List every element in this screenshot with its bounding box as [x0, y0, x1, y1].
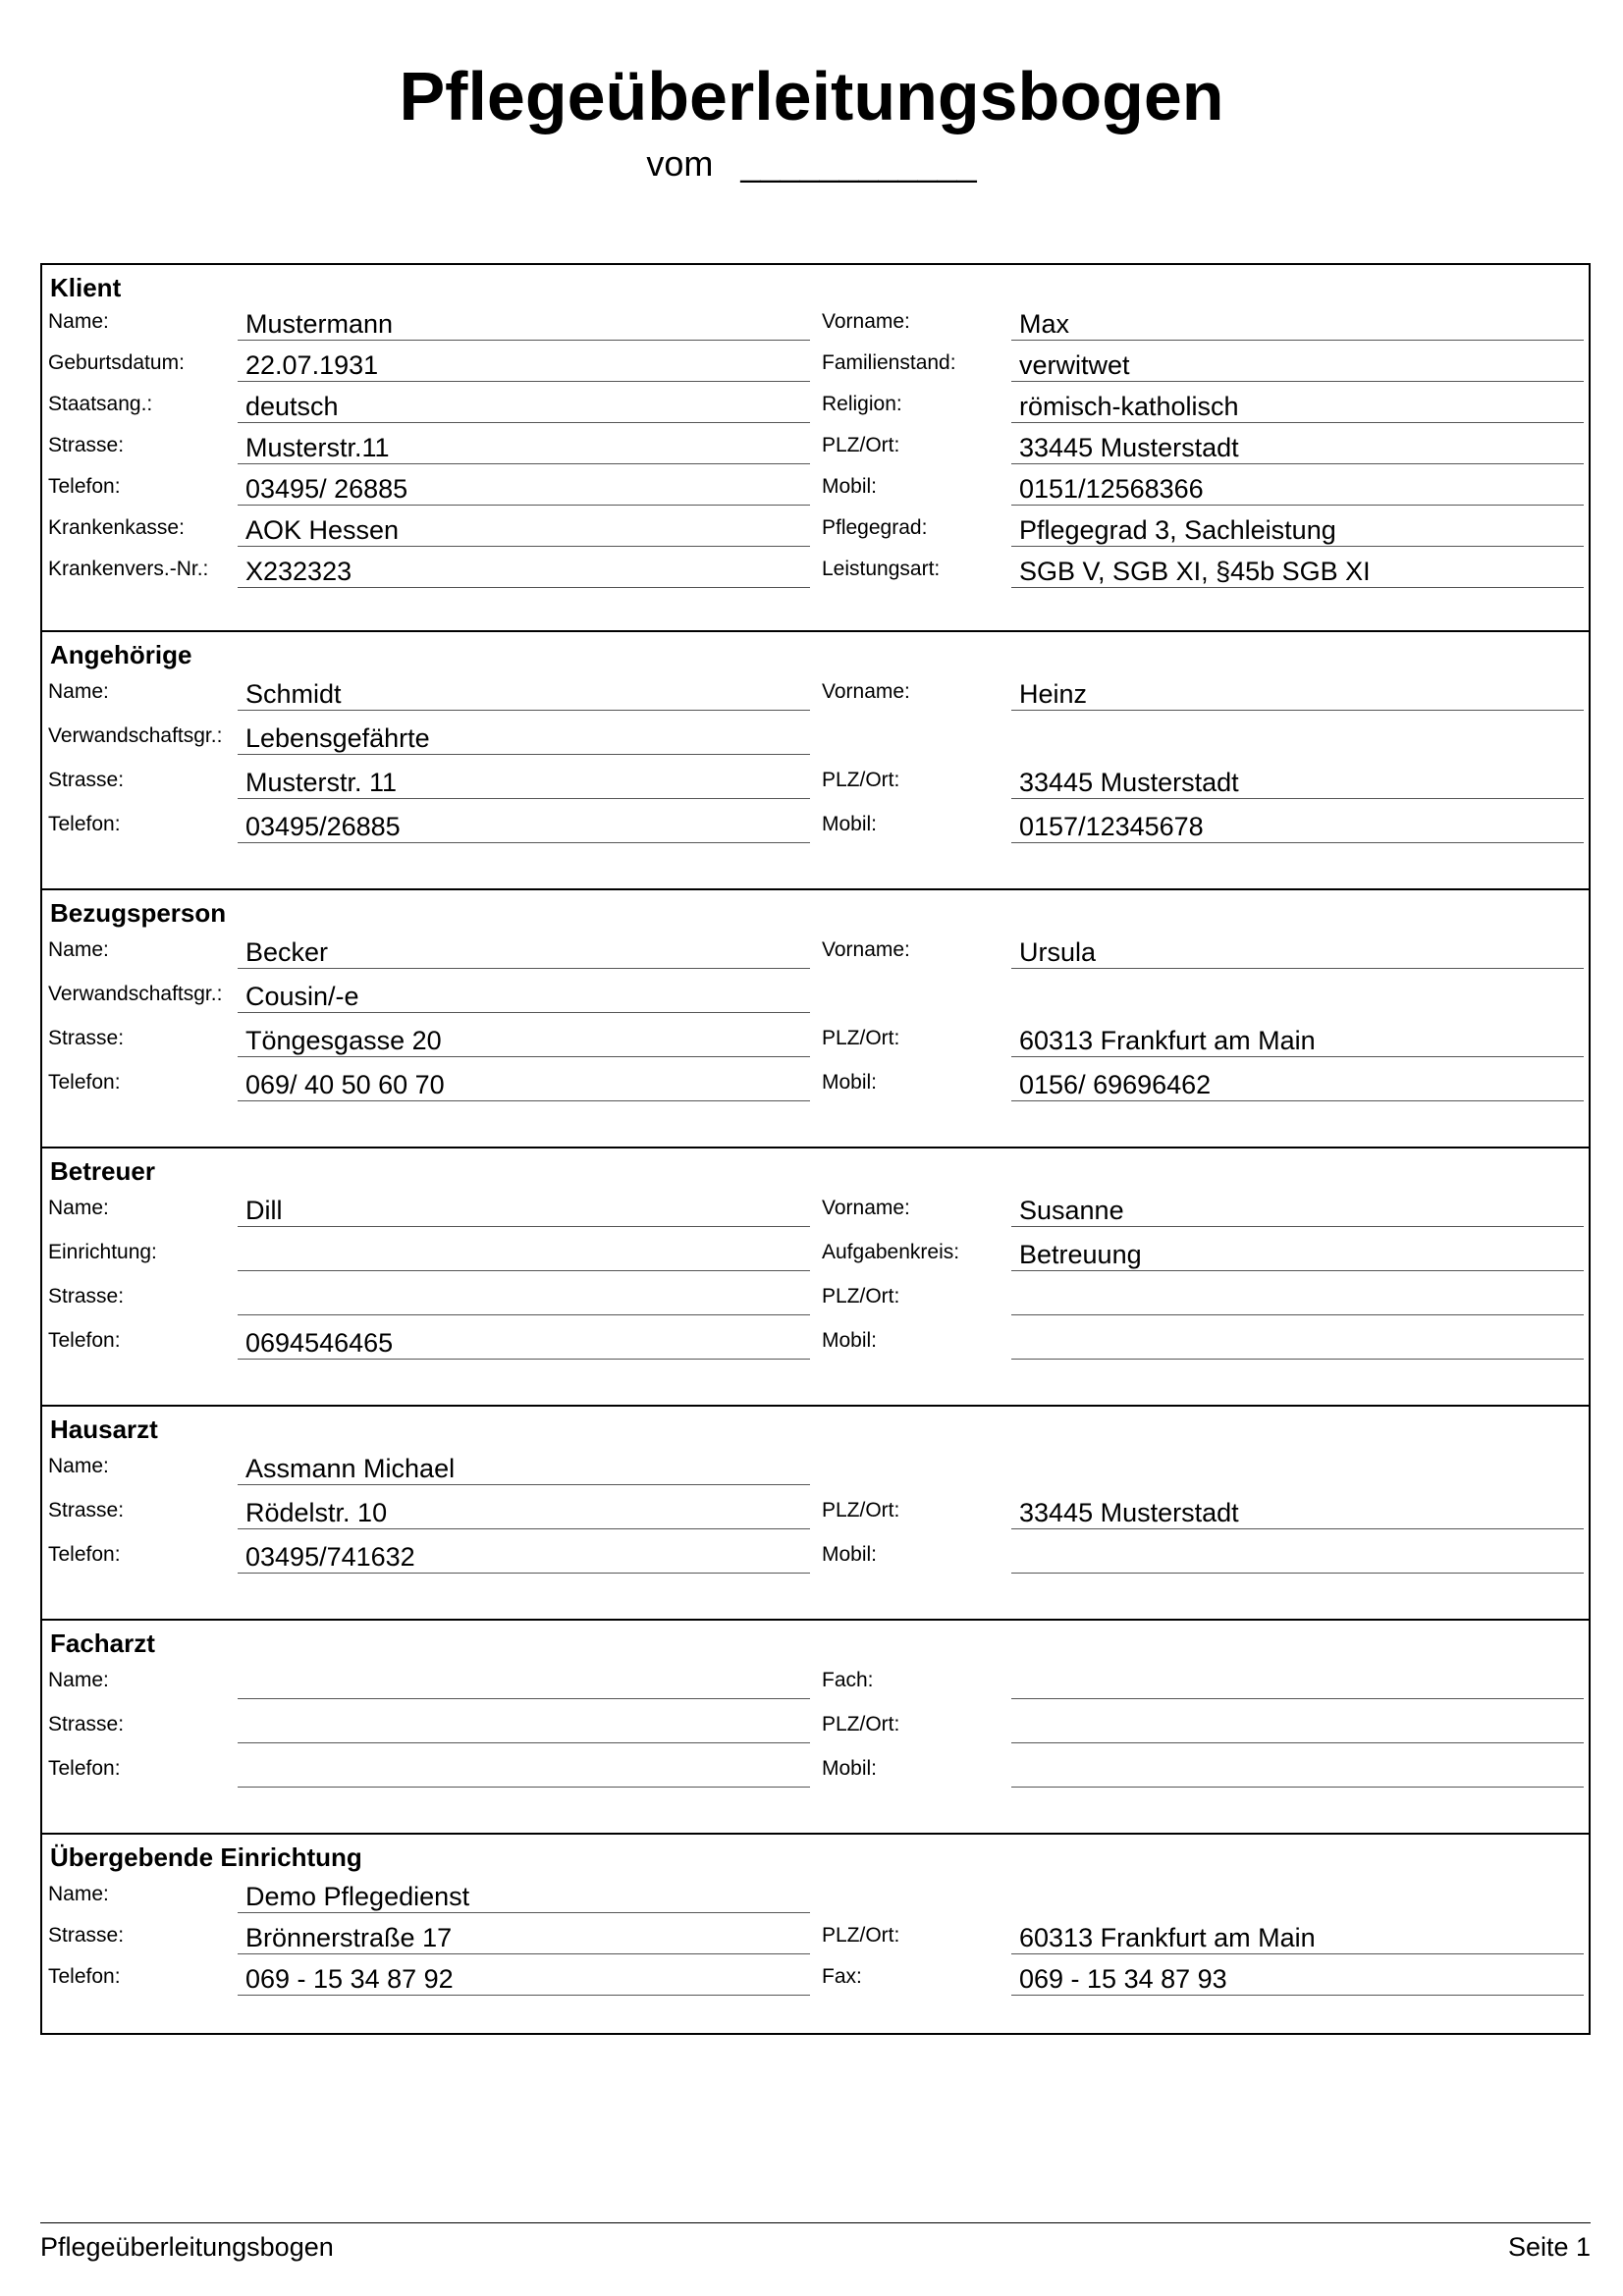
- section-bezugsperson: [42, 890, 1589, 1148]
- section-title: Angehörige: [50, 640, 192, 669]
- form-row: [42, 980, 1589, 1019]
- section-title: Bezugsperson: [50, 898, 227, 928]
- field-label: Mobil:: [822, 813, 878, 835]
- field-label: Krankenkasse:: [48, 516, 185, 539]
- section-betreuer: [42, 1148, 1589, 1407]
- document-title: Pflegeüberleitungsbogen: [399, 58, 1224, 134]
- field-label: Strasse:: [48, 1027, 125, 1049]
- vorname-field[interactable]: Susanne: [1011, 1194, 1584, 1227]
- verwandschaftsgrad-field[interactable]: Lebensgefährte: [238, 721, 810, 755]
- name-field[interactable]: Dill: [238, 1194, 810, 1227]
- form-row: [42, 1068, 1589, 1107]
- telefon-field[interactable]: 0694546465: [238, 1326, 810, 1360]
- field-label: Telefon:: [48, 1071, 121, 1094]
- field-label: PLZ/Ort:: [822, 1499, 900, 1522]
- vom-label: vom: [646, 143, 714, 184]
- name-field[interactable]: Schmidt: [238, 677, 810, 711]
- telefon-field[interactable]: 069/ 40 50 60 70: [238, 1068, 810, 1101]
- footer-divider: [40, 2222, 1591, 2223]
- field-label: Strasse:: [48, 1924, 125, 1947]
- field-label: Strasse:: [48, 1499, 125, 1522]
- section-title: Klient: [50, 273, 122, 302]
- form-row: [42, 721, 1589, 761]
- aufgabenkreis-field[interactable]: Betreuung: [1011, 1238, 1584, 1271]
- field-label: Strasse:: [48, 769, 125, 791]
- leistungsart-field[interactable]: SGB V, SGB XI, §45b SGB XI: [1011, 555, 1584, 588]
- telefon-field[interactable]: 03495/741632: [238, 1540, 810, 1574]
- familienstand-field[interactable]: verwitwet: [1011, 348, 1584, 382]
- form-row: [42, 513, 1589, 553]
- form-row: [42, 677, 1589, 717]
- field-label: PLZ/Ort:: [822, 1713, 900, 1735]
- religion-field[interactable]: römisch-katholisch: [1011, 390, 1584, 423]
- form-row: [42, 1710, 1589, 1749]
- footer-title: Pflegeüberleitungsbogen: [40, 2232, 334, 2262]
- field-label: Telefon:: [48, 1329, 121, 1352]
- section-facharzt: [42, 1621, 1589, 1835]
- strasse-field[interactable]: [238, 1710, 810, 1743]
- form-row: [42, 766, 1589, 805]
- form-row: [42, 1496, 1589, 1535]
- field-label: Vorname:: [822, 310, 910, 333]
- form-row: [42, 1452, 1589, 1491]
- field-label: Name:: [48, 1883, 109, 1905]
- strasse-field[interactable]: Töngesgasse 20: [238, 1024, 810, 1057]
- name-field[interactable]: [238, 1666, 810, 1699]
- form-row: [42, 390, 1589, 429]
- form-frame: [40, 263, 1591, 2035]
- geburtsdatum-field[interactable]: 22.07.1931: [238, 348, 810, 382]
- field-label: Name:: [48, 680, 109, 703]
- strasse-field[interactable]: Rödelstr. 10: [238, 1496, 810, 1529]
- telefon-field[interactable]: 069 - 15 34 87 92: [238, 1962, 810, 1996]
- field-label: PLZ/Ort:: [822, 1027, 900, 1049]
- field-label: Name:: [48, 1197, 109, 1219]
- field-label: Telefon:: [48, 1965, 121, 1988]
- form-row: [42, 1194, 1589, 1233]
- section-angehoerige: [42, 632, 1589, 890]
- field-label: PLZ/Ort:: [822, 434, 900, 456]
- vorname-field[interactable]: Heinz: [1011, 677, 1584, 711]
- mobil-field[interactable]: [1011, 1540, 1584, 1574]
- section-title: Übergebende Einrichtung: [50, 1842, 362, 1872]
- field-label: Verwandschaftsgr.:: [48, 724, 223, 747]
- field-label: Mobil:: [822, 1329, 878, 1352]
- plz-ort-field[interactable]: [1011, 1710, 1584, 1743]
- field-label: Geburtsdatum:: [48, 351, 185, 374]
- section-klient: [42, 265, 1589, 632]
- field-label: Krankenvers.-Nr.:: [48, 558, 209, 580]
- form-row: [42, 472, 1589, 511]
- krankenkasse-field[interactable]: AOK Hessen: [238, 513, 810, 547]
- mobil-field[interactable]: 0151/12568366: [1011, 472, 1584, 506]
- section-title: Betreuer: [50, 1156, 155, 1186]
- plz-ort-field[interactable]: 60313 Frankfurt am Main: [1011, 1921, 1584, 1954]
- form-row: [42, 1326, 1589, 1365]
- field-label: Mobil:: [822, 1071, 878, 1094]
- mobil-field[interactable]: [1011, 1754, 1584, 1788]
- plz-ort-field[interactable]: 33445 Musterstadt: [1011, 431, 1584, 464]
- field-label: Staatsang.:: [48, 393, 153, 415]
- plz-ort-field[interactable]: 33445 Musterstadt: [1011, 1496, 1584, 1529]
- mobil-field[interactable]: 0157/12345678: [1011, 810, 1584, 843]
- strasse-field[interactable]: [238, 1282, 810, 1315]
- form-row: [42, 1666, 1589, 1705]
- fach-field[interactable]: [1011, 1666, 1584, 1699]
- staatsang-field[interactable]: deutsch: [238, 390, 810, 423]
- field-label: Religion:: [822, 393, 902, 415]
- section-hausarzt: [42, 1407, 1589, 1621]
- field-label: Mobil:: [822, 1757, 878, 1780]
- field-label: Strasse:: [48, 1285, 125, 1308]
- section-uebergebende-einrichtung: [42, 1835, 1589, 2035]
- field-label: Telefon:: [48, 813, 121, 835]
- form-row: [42, 1962, 1589, 2002]
- einrichtung-field[interactable]: [238, 1238, 810, 1271]
- field-label: Strasse:: [48, 434, 125, 456]
- name-field[interactable]: Mustermann: [238, 307, 810, 341]
- field-label: Telefon:: [48, 1543, 121, 1566]
- date-blank-field[interactable]: ____________: [740, 143, 977, 184]
- telefon-field[interactable]: 03495/26885: [238, 810, 810, 843]
- field-label: Vorname:: [822, 1197, 910, 1219]
- date-line: [0, 142, 1623, 186]
- field-label: Einrichtung:: [48, 1241, 157, 1263]
- field-label: PLZ/Ort:: [822, 1285, 900, 1308]
- name-field[interactable]: Becker: [238, 935, 810, 969]
- form-row: [42, 810, 1589, 849]
- field-label: Fax:: [822, 1965, 862, 1988]
- field-label: Name:: [48, 938, 109, 961]
- mobil-field[interactable]: [1011, 1326, 1584, 1360]
- form-row: [42, 1024, 1589, 1063]
- vorname-field[interactable]: Max: [1011, 307, 1584, 341]
- form-row: [42, 307, 1589, 347]
- telefon-field[interactable]: [238, 1754, 810, 1788]
- section-title: Facharzt: [50, 1629, 155, 1658]
- field-label: Mobil:: [822, 475, 878, 498]
- form-row: [42, 1238, 1589, 1277]
- form-row: [42, 555, 1589, 594]
- mobil-field[interactable]: 0156/ 69696462: [1011, 1068, 1584, 1101]
- strasse-field[interactable]: Musterstr. 11: [238, 766, 810, 799]
- field-label: Verwandschaftsgr.:: [48, 983, 223, 1005]
- field-label: Pflegegrad:: [822, 516, 928, 539]
- form-row: [42, 1921, 1589, 1960]
- name-field[interactable]: Assmann Michael: [238, 1452, 810, 1485]
- field-label: Name:: [48, 1669, 109, 1691]
- pflegegrad-field[interactable]: Pflegegrad 3, Sachleistung: [1011, 513, 1584, 547]
- page-number: Seite 1: [1507, 2232, 1591, 2262]
- plz-ort-field[interactable]: [1011, 1282, 1584, 1315]
- form-row: [42, 935, 1589, 975]
- name-field[interactable]: Demo Pflegedienst: [238, 1880, 810, 1913]
- form-row: [42, 348, 1589, 388]
- field-label: Aufgabenkreis:: [822, 1241, 960, 1263]
- plz-ort-field[interactable]: 33445 Musterstadt: [1011, 766, 1584, 799]
- field-label: PLZ/Ort:: [822, 769, 900, 791]
- form-row: [42, 431, 1589, 470]
- field-label: Name:: [48, 1455, 109, 1477]
- strasse-field[interactable]: Musterstr.11: [238, 431, 810, 464]
- field-label: PLZ/Ort:: [822, 1924, 900, 1947]
- form-row: [42, 1282, 1589, 1321]
- field-label: Vorname:: [822, 938, 910, 961]
- telefon-field[interactable]: 03495/ 26885: [238, 472, 810, 506]
- verwandschaftsgrad-field[interactable]: Cousin/-e: [238, 980, 810, 1013]
- field-label: Leistungsart:: [822, 558, 941, 580]
- field-label: Familienstand:: [822, 351, 956, 374]
- plz-ort-field[interactable]: 60313 Frankfurt am Main: [1011, 1024, 1584, 1057]
- vorname-field[interactable]: Ursula: [1011, 935, 1584, 969]
- form-row: [42, 1754, 1589, 1793]
- section-title: Hausarzt: [50, 1415, 158, 1444]
- form-row: [42, 1880, 1589, 1919]
- versicherungsnummer-field[interactable]: X232323: [238, 555, 810, 588]
- strasse-field[interactable]: Brönnerstraße 17: [238, 1921, 810, 1954]
- field-label: Fach:: [822, 1669, 874, 1691]
- field-label: Strasse:: [48, 1713, 125, 1735]
- field-label: Name:: [48, 310, 109, 333]
- form-row: [42, 1540, 1589, 1579]
- fax-field[interactable]: 069 - 15 34 87 93: [1011, 1962, 1584, 1996]
- field-label: Telefon:: [48, 1757, 121, 1780]
- field-label: Telefon:: [48, 475, 121, 498]
- field-label: Vorname:: [822, 680, 910, 703]
- field-label: Mobil:: [822, 1543, 878, 1566]
